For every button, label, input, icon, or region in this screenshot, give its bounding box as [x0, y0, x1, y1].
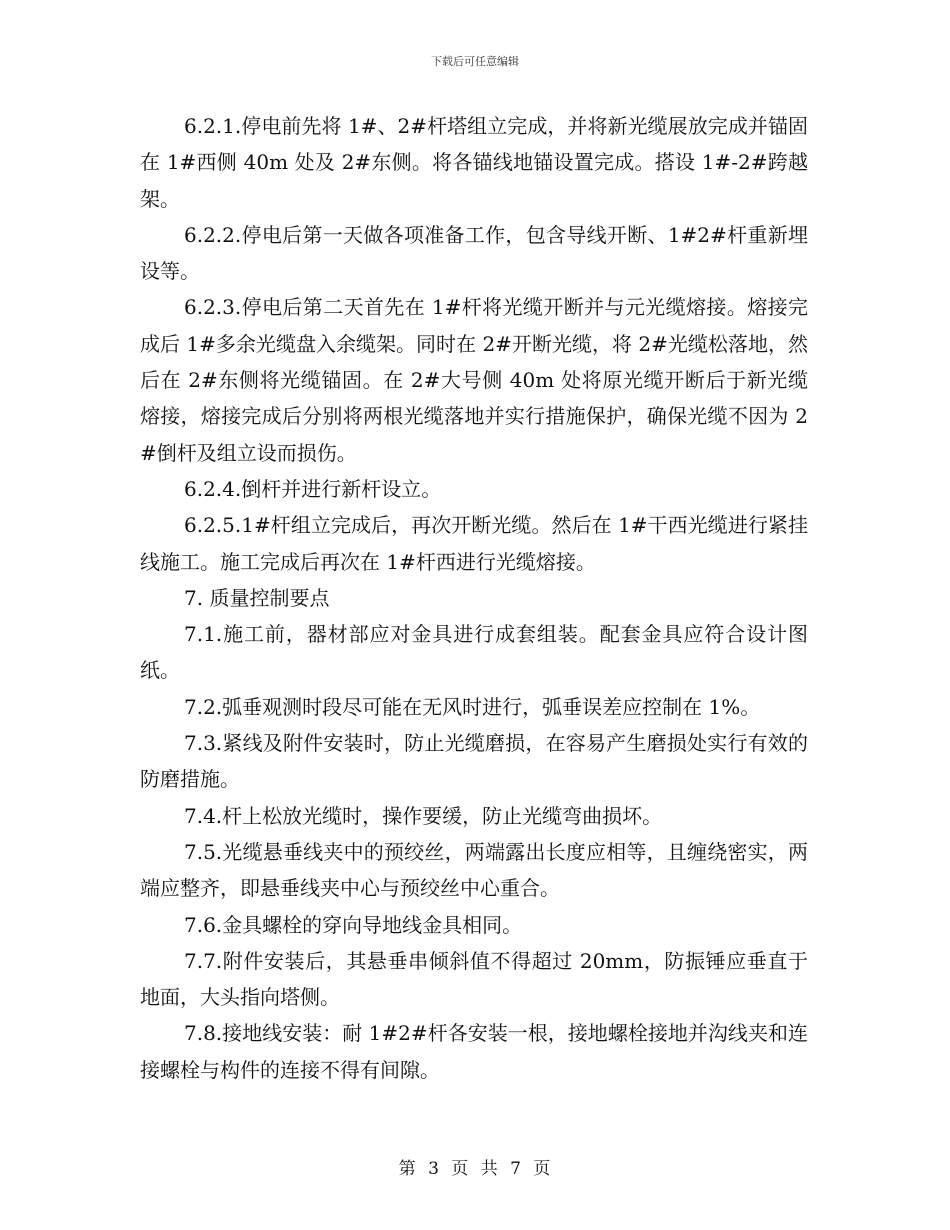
- paragraph-6-2-5: 6.2.5.1#杆组立完成后，再次开断光缆。然后在 1#干西光缆进行紧挂线施工。施工完成后再次在 1#杆西进行光缆熔接。: [140, 513, 808, 574]
- paragraph-7-8: 7.8.接地线安装：耐 1#2#杆各安装一根，接地螺栓接地并沟线夹和连接螺栓与构件的连接不得有间隙。: [140, 1021, 808, 1082]
- section-heading-7: 7. 质量控制要点: [184, 585, 330, 610]
- page-number: 第 3 页 共 7 页: [398, 1159, 552, 1179]
- paragraph-7-4: 7.4.杆上松放光缆时，操作要缓，防止光缆弯曲损坏。: [184, 803, 663, 828]
- page-header-note: 下载后可任意编辑: [431, 55, 519, 68]
- paragraph-6-2-2: 6.2.2.停电后第一天做各项准备工作，包含导线开断、1#2#杆重新埋设等。: [140, 222, 808, 284]
- paragraph-7-1: 7.1.施工前，器材部应对金具进行成套组装。配套金具应符合设计图纸。: [140, 622, 808, 683]
- paragraph-7-6: 7.6.金具螺栓的穿向导地线金具相同。: [184, 912, 523, 937]
- paragraph-7-7: 7.7.附件安装后，其悬垂串倾斜值不得超过 20mm，防振锤应垂直于地面，大头指向塔侧。: [140, 948, 808, 1010]
- paragraph-7-3: 7.3.紧线及附件安装时，防止光缆磨损，在容易产生磨损处实行有效的防磨措施。: [140, 731, 808, 792]
- paragraph-6-2-1: 6.2.1.停电前先将 1#、2#杆塔组立完成，并将新光缆展放完成并锚固在 1#西侧 40m 处及 2#东侧。将各锚线地锚设置完成。搭设 1#-2#跨越架。: [140, 114, 808, 211]
- paragraph-7-2: 7.2.弧垂观测时段尽可能在无风时进行，弧垂误差应控制在 1%。: [184, 694, 761, 719]
- paragraph-7-5: 7.5.光缆悬垂线夹中的预绞丝，两端露出长度应相等，且缠绕密实，两端应整齐，即悬垂线夹中心与预绞丝中心重合。: [140, 839, 808, 901]
- paragraph-6-2-4: 6.2.4.倒杆并进行新杆设立。: [184, 476, 442, 501]
- document-body: [140, 108, 808, 1088]
- paragraph-6-2-3: 6.2.3.停电后第二天首先在 1#杆将光缆开断并与元光缆熔接。熔接完成后 1#多余光缆盘入余缆架。同时在 2#开断光缆，将 2#光缆松落地，然后在 2#东侧将光缆锚固。在 2#大号侧 40m 处将原光缆开断后于新光缆熔接，熔接完成后分别将两根光缆落地并实行措施保护，确保光缆不因为 2#倒杆及组立设而损伤。: [140, 295, 808, 465]
